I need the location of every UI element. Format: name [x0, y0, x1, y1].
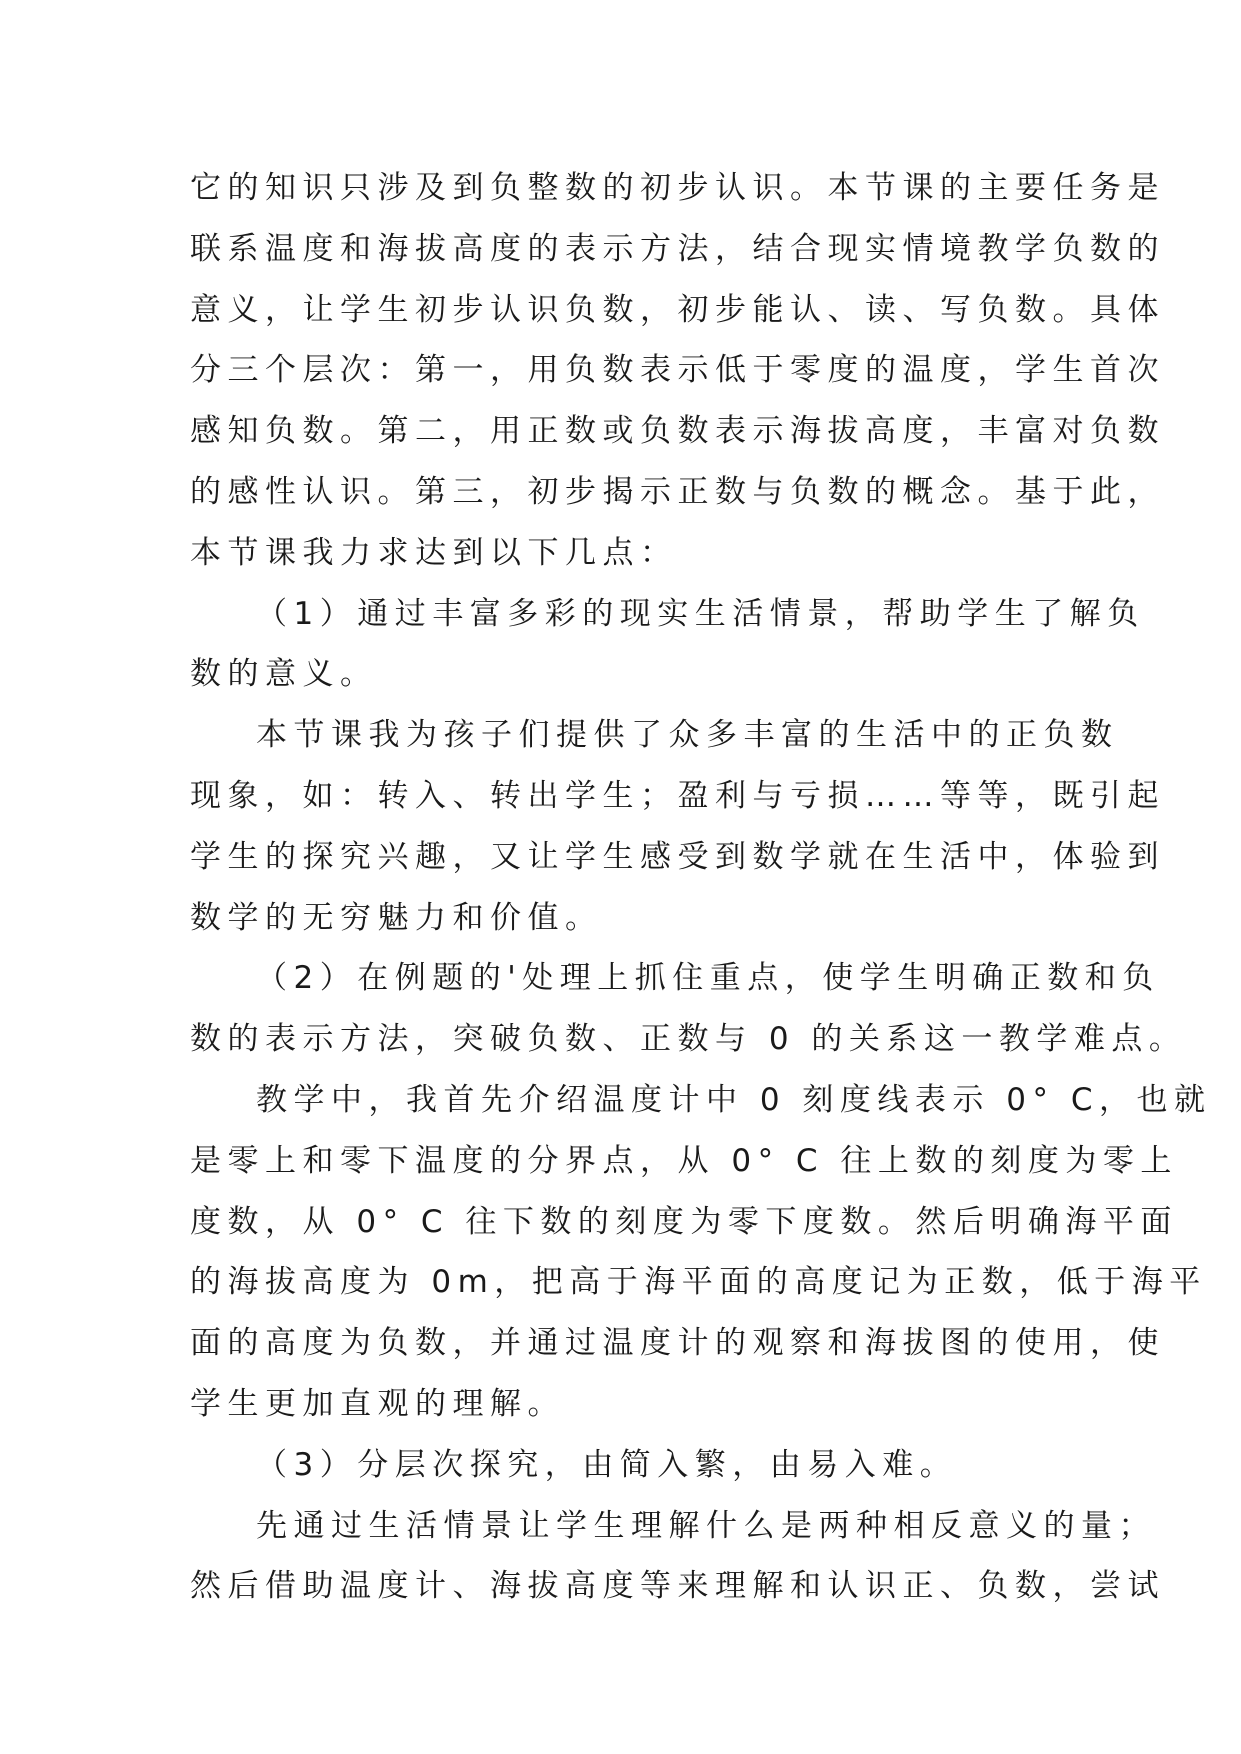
text-line: 数学的无穷魅力和价值。	[190, 899, 603, 936]
text-line: 学生更加直观的理解。	[190, 1385, 565, 1422]
text-line: 先通过生活情景让学生理解什么是两种相反意义的量；	[256, 1507, 1156, 1544]
text-line: 联系温度和海拔高度的表示方法，结合现实情境教学负数的	[190, 230, 1165, 267]
text-line: 是零上和零下温度的分界点，从 0° C 往上数的刻度为零上	[190, 1142, 1178, 1179]
text-line: 现象，如：转入、转出学生；盈利与亏损……等等，既引起	[190, 777, 1165, 814]
text-line: 它的知识只涉及到负整数的初步认识。本节课的主要任务是	[190, 170, 1165, 206]
text-line: 的感性认识。第三，初步揭示正数与负数的概念。基于此，	[190, 473, 1165, 510]
text-line: 分三个层次：第一，用负数表示低于零度的温度，学生首次	[190, 352, 1165, 389]
text-line: 的海拔高度为 0m，把高于海平面的高度记为正数，低于海平	[190, 1264, 1207, 1301]
body-text	[190, 158, 1212, 1617]
text-line: 本节课我为孩子们提供了众多丰富的生活中的正负数	[256, 717, 1119, 754]
text-line: 本节课我力求达到以下几点：	[190, 534, 678, 571]
text-line: （1）通过丰富多彩的现实生活情景，帮助学生了解负	[256, 595, 1145, 632]
text-line: 然后借助温度计、海拔高度等来理解和认识正、负数，尝试	[190, 1568, 1165, 1605]
text-line: 学生的探究兴趣，又让学生感受到数学就在生活中，体验到	[190, 838, 1165, 875]
text-line: 数的表示方法，突破负数、正数与 0 的关系这一教学难点。	[190, 1021, 1187, 1058]
text-line: 面的高度为负数，并通过温度计的观察和海拔图的使用，使	[190, 1325, 1165, 1362]
text-line: 教学中，我首先介绍温度计中 0 刻度线表示 0° C，也就	[256, 1081, 1212, 1118]
text-line: 度数，从 0° C 往下数的刻度为零下度数。然后明确海平面	[190, 1203, 1178, 1240]
text-line: 数的意义。	[190, 656, 378, 693]
text-line: （2）在例题的'处理上抓住重点，使学生明确正数和负	[256, 960, 1160, 997]
text-line: 意义，让学生初步认识负数，初步能认、读、写负数。具体	[190, 291, 1165, 328]
text-line: 感知负数。第二，用正数或负数表示海拔高度，丰富对负数	[190, 413, 1165, 450]
text-line: （3）分层次探究，由简入繁，由易入难。	[256, 1446, 958, 1483]
